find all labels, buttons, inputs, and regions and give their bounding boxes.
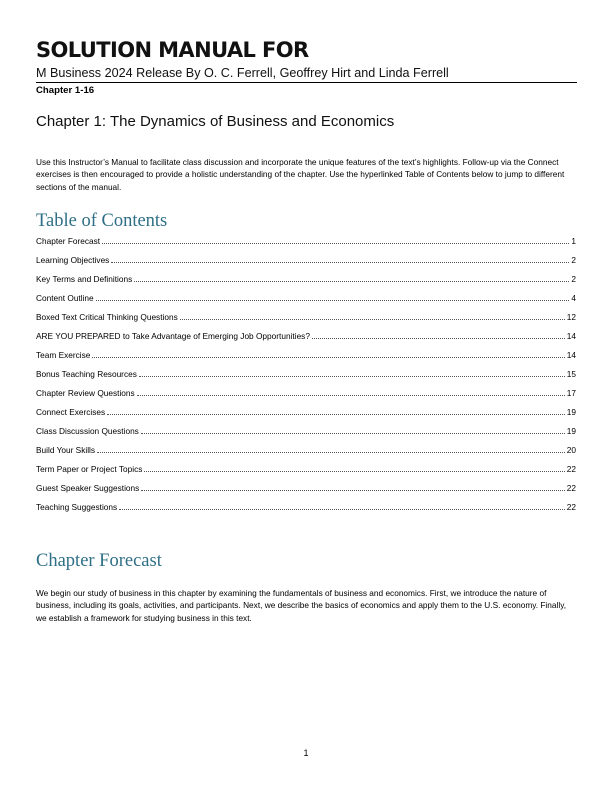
toc-entry-label[interactable]: Class Discussion Questions <box>36 426 139 436</box>
toc-entry-chapter-forecast[interactable] <box>36 236 576 255</box>
table-of-contents <box>36 236 576 521</box>
toc-entry-page[interactable]: 2 <box>571 255 576 265</box>
toc-entry-page[interactable]: 22 <box>566 483 576 493</box>
toc-leader-dots <box>180 318 565 320</box>
toc-entry-class-discussion[interactable] <box>36 426 576 445</box>
toc-entry-page[interactable]: 22 <box>566 502 576 512</box>
toc-entry-content-outline[interactable] <box>36 293 576 312</box>
toc-entry-page[interactable]: 19 <box>566 426 576 436</box>
toc-entry-page[interactable]: 2 <box>571 274 576 284</box>
chapter-forecast-heading: Chapter Forecast <box>36 551 162 571</box>
toc-entry-label[interactable]: Key Terms and Definitions <box>36 274 133 284</box>
toc-entry-label[interactable]: Chapter Review Questions <box>36 388 135 398</box>
toc-entry-page[interactable]: 14 <box>566 331 576 341</box>
toc-entry-label[interactable]: Build Your Skills <box>36 445 96 455</box>
toc-entry-label[interactable]: Term Paper or Project Topics <box>36 464 143 474</box>
toc-entry-key-terms[interactable] <box>36 274 576 293</box>
toc-entry-label[interactable]: Team Exercise <box>36 350 91 360</box>
toc-entry-label[interactable]: Bonus Teaching Resources <box>36 369 137 379</box>
toc-entry-label[interactable]: Teaching Suggestions <box>36 502 118 512</box>
toc-entry-page[interactable]: 19 <box>566 407 576 417</box>
toc-leader-dots <box>141 489 564 491</box>
toc-entry-page[interactable]: 15 <box>566 369 576 379</box>
toc-entry-page[interactable]: 22 <box>566 464 576 474</box>
toc-leader-dots <box>134 280 569 282</box>
toc-leader-dots <box>102 242 569 244</box>
toc-entry-page[interactable]: 4 <box>571 293 576 303</box>
toc-entry-label[interactable]: Content Outline <box>36 293 94 303</box>
toc-leader-dots <box>96 299 570 301</box>
toc-entry-label[interactable]: Learning Objectives <box>36 255 110 265</box>
toc-entry-page[interactable]: 1 <box>571 236 576 246</box>
toc-entry-page[interactable]: 20 <box>566 445 576 455</box>
toc-entry-boxed-text[interactable] <box>36 312 576 331</box>
toc-leader-dots <box>111 261 569 263</box>
toc-entry-page[interactable]: 14 <box>566 350 576 360</box>
toc-entry-page[interactable]: 17 <box>566 388 576 398</box>
toc-heading: Table of Contents <box>36 211 168 231</box>
toc-entry-label[interactable]: Guest Speaker Suggestions <box>36 483 140 493</box>
intro-paragraph: Use this Instructor’s Manual to facilitate class discussion and incorporate the unique features of the text’s highlights. Follow-up via the Connect exercises is then encouraged to provide a holistic understanding of the chapter. Use the hyperlinked Table of Contents below to jump to different sections of the manual. <box>36 157 565 192</box>
toc-entry-label[interactable]: Chapter Forecast <box>36 236 101 246</box>
toc-entry-label[interactable]: Connect Exercises <box>36 407 106 417</box>
toc-leader-dots <box>97 451 565 453</box>
toc-entry-page[interactable]: 12 <box>566 312 576 322</box>
chapter-heading: Chapter 1: The Dynamics of Business and Economics <box>36 113 395 130</box>
toc-leader-dots <box>137 394 565 396</box>
document-subtitle: M Business 2024 Release By O. C. Ferrell, Geoffrey Hirt and Linda Ferrell <box>36 66 577 83</box>
toc-leader-dots <box>312 337 565 339</box>
toc-entry-learning-objectives[interactable] <box>36 255 576 274</box>
toc-leader-dots <box>141 432 565 434</box>
toc-leader-dots <box>139 375 565 377</box>
toc-entry-team-exercise[interactable] <box>36 350 576 369</box>
toc-entry-chapter-review[interactable] <box>36 388 576 407</box>
chapter-forecast-paragraph: We begin our study of business in this chapter by examining the fundamentals of business and economics. First, we introduce the nature of business, including its goals, activities, and participants. Next, we describe the basics of economics and apply them to the U.S. economy. Finally, we establish a framework for studying business in this text. <box>36 588 567 623</box>
toc-entry-term-paper[interactable] <box>36 464 576 483</box>
toc-entry-teaching-suggestions[interactable] <box>36 502 576 521</box>
toc-entry-guest-speaker[interactable] <box>36 483 576 502</box>
toc-entry-build-your-skills[interactable] <box>36 445 576 464</box>
toc-entry-label[interactable]: ARE YOU PREPARED to Take Advantage of Emerging Job Opportunities? <box>36 331 310 341</box>
page-number: 1 <box>303 748 309 758</box>
toc-leader-dots <box>144 470 564 472</box>
toc-entry-are-you-prepared[interactable] <box>36 331 576 350</box>
document-title: SOLUTION MANUAL FOR <box>36 38 309 62</box>
chapter-range: Chapter 1-16 <box>36 85 95 96</box>
toc-leader-dots <box>107 413 565 415</box>
toc-entry-connect-exercises[interactable] <box>36 407 576 426</box>
toc-entry-bonus-teaching[interactable] <box>36 369 576 388</box>
toc-leader-dots <box>92 356 564 358</box>
toc-entry-label[interactable]: Boxed Text Critical Thinking Questions <box>36 312 178 322</box>
toc-leader-dots <box>119 508 565 510</box>
